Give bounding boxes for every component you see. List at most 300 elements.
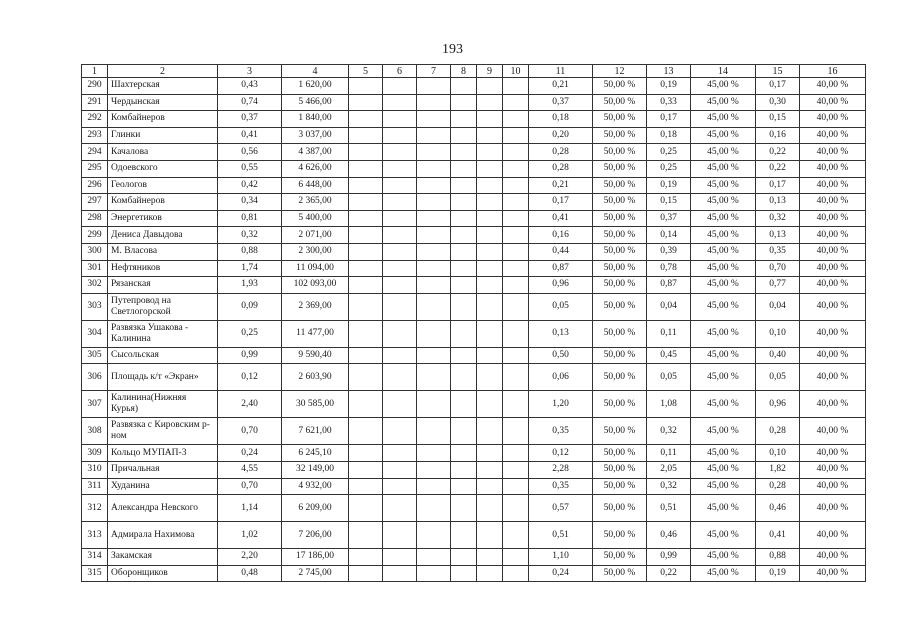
- empty-cell: [417, 364, 451, 391]
- value-col4: 5 466,00: [282, 94, 349, 111]
- row-number: 298: [82, 210, 108, 227]
- empty-cell: [477, 177, 503, 194]
- percent-col16: 40,00 %: [800, 565, 866, 582]
- value-col11: 0,35: [529, 478, 593, 495]
- percent-col16: 40,00 %: [800, 78, 866, 95]
- header-row: [82, 65, 866, 78]
- value-col4: 4 626,00: [282, 160, 349, 177]
- value-col3: 0,70: [218, 418, 282, 445]
- value-col13: 0,05: [647, 364, 691, 391]
- percent-col14: 45,00 %: [691, 111, 756, 128]
- empty-cell: [503, 227, 529, 244]
- table-row: [82, 445, 866, 462]
- empty-cell: [451, 522, 477, 549]
- value-col3: 0,43: [218, 78, 282, 95]
- value-col13: 0,46: [647, 522, 691, 549]
- empty-cell: [417, 260, 451, 277]
- row-number: 293: [82, 127, 108, 144]
- value-col15: 0,40: [756, 347, 800, 364]
- table-row: [82, 461, 866, 478]
- empty-cell: [349, 160, 383, 177]
- empty-cell: [451, 347, 477, 364]
- value-col4: 11 094,00: [282, 260, 349, 277]
- percent-col14: 45,00 %: [691, 565, 756, 582]
- empty-cell: [349, 293, 383, 320]
- percent-col12: 50,00 %: [593, 391, 647, 418]
- percent-col16: 40,00 %: [800, 461, 866, 478]
- empty-cell: [349, 127, 383, 144]
- percent-col12: 50,00 %: [593, 478, 647, 495]
- value-col3: 0,09: [218, 293, 282, 320]
- percent-col12: 50,00 %: [593, 160, 647, 177]
- percent-col14: 45,00 %: [691, 391, 756, 418]
- percent-col12: 50,00 %: [593, 364, 647, 391]
- value-col11: 0,21: [529, 78, 593, 95]
- value-col4: 9 590,40: [282, 347, 349, 364]
- column-header: 15: [756, 65, 800, 78]
- column-header: 3: [218, 65, 282, 78]
- value-col4: 2 745,00: [282, 565, 349, 582]
- value-col4: 11 477,00: [282, 320, 349, 347]
- row-number: 310: [82, 461, 108, 478]
- value-col3: 0,88: [218, 243, 282, 260]
- percent-col12: 50,00 %: [593, 445, 647, 462]
- percent-col12: 50,00 %: [593, 144, 647, 161]
- value-col4: 3 037,00: [282, 127, 349, 144]
- street-name: Развязка Ушакова - Калинина: [108, 320, 218, 347]
- table-row: [82, 293, 866, 320]
- value-col4: 2 071,00: [282, 227, 349, 244]
- percent-col16: 40,00 %: [800, 160, 866, 177]
- empty-cell: [477, 243, 503, 260]
- empty-cell: [477, 277, 503, 294]
- column-header: 5: [349, 65, 383, 78]
- percent-col12: 50,00 %: [593, 293, 647, 320]
- empty-cell: [349, 210, 383, 227]
- empty-cell: [349, 277, 383, 294]
- value-col11: 0,17: [529, 194, 593, 211]
- row-number: 313: [82, 522, 108, 549]
- street-name: Сысольская: [108, 347, 218, 364]
- empty-cell: [383, 111, 417, 128]
- percent-col14: 45,00 %: [691, 194, 756, 211]
- street-name: Глинки: [108, 127, 218, 144]
- table-row: [82, 177, 866, 194]
- empty-cell: [383, 78, 417, 95]
- table-row: [82, 565, 866, 582]
- empty-cell: [417, 461, 451, 478]
- row-number: 315: [82, 565, 108, 582]
- street-name: Кольцо МУПАП-3: [108, 445, 218, 462]
- empty-cell: [451, 160, 477, 177]
- value-col11: 1,10: [529, 549, 593, 566]
- value-col11: 0,16: [529, 227, 593, 244]
- empty-cell: [383, 347, 417, 364]
- street-name: Комбайнеров: [108, 194, 218, 211]
- value-col15: 0,22: [756, 144, 800, 161]
- value-col3: 0,70: [218, 478, 282, 495]
- column-header: 9: [477, 65, 503, 78]
- value-col11: 0,13: [529, 320, 593, 347]
- empty-cell: [383, 461, 417, 478]
- percent-col12: 50,00 %: [593, 243, 647, 260]
- value-col4: 7 621,00: [282, 418, 349, 445]
- value-col13: 0,18: [647, 127, 691, 144]
- empty-cell: [417, 94, 451, 111]
- empty-cell: [349, 418, 383, 445]
- empty-cell: [383, 391, 417, 418]
- percent-col14: 45,00 %: [691, 522, 756, 549]
- percent-col14: 45,00 %: [691, 144, 756, 161]
- empty-cell: [417, 347, 451, 364]
- percent-col16: 40,00 %: [800, 347, 866, 364]
- empty-cell: [349, 320, 383, 347]
- value-col4: 4 932,00: [282, 478, 349, 495]
- value-col3: 0,25: [218, 320, 282, 347]
- table-row: [82, 522, 866, 549]
- empty-cell: [349, 549, 383, 566]
- value-col4: 2 300,00: [282, 243, 349, 260]
- empty-cell: [477, 320, 503, 347]
- value-col4: 1 620,00: [282, 78, 349, 95]
- row-number: 312: [82, 495, 108, 522]
- value-col15: 0,35: [756, 243, 800, 260]
- empty-cell: [417, 194, 451, 211]
- street-name: Оборонщиков: [108, 565, 218, 582]
- percent-col16: 40,00 %: [800, 478, 866, 495]
- row-number: 290: [82, 78, 108, 95]
- percent-col14: 45,00 %: [691, 260, 756, 277]
- table-row: [82, 78, 866, 95]
- empty-cell: [349, 478, 383, 495]
- empty-cell: [417, 160, 451, 177]
- percent-col12: 50,00 %: [593, 549, 647, 566]
- data-table: [81, 64, 866, 582]
- value-col4: 2 369,00: [282, 293, 349, 320]
- percent-col14: 45,00 %: [691, 243, 756, 260]
- value-col3: 2,20: [218, 549, 282, 566]
- empty-cell: [477, 78, 503, 95]
- value-col4: 2 603,90: [282, 364, 349, 391]
- value-col4: 32 149,00: [282, 461, 349, 478]
- empty-cell: [417, 243, 451, 260]
- empty-cell: [477, 549, 503, 566]
- empty-cell: [477, 565, 503, 582]
- value-col4: 17 186,00: [282, 549, 349, 566]
- empty-cell: [477, 160, 503, 177]
- value-col15: 0,16: [756, 127, 800, 144]
- value-col11: 0,20: [529, 127, 593, 144]
- table-row: [82, 347, 866, 364]
- column-header: 10: [503, 65, 529, 78]
- column-header: 1: [82, 65, 108, 78]
- empty-cell: [349, 347, 383, 364]
- value-col13: 0,19: [647, 177, 691, 194]
- value-col13: 0,32: [647, 418, 691, 445]
- empty-cell: [503, 522, 529, 549]
- percent-col16: 40,00 %: [800, 549, 866, 566]
- empty-cell: [477, 461, 503, 478]
- percent-col14: 45,00 %: [691, 418, 756, 445]
- empty-cell: [383, 127, 417, 144]
- empty-cell: [451, 78, 477, 95]
- empty-cell: [503, 160, 529, 177]
- empty-cell: [417, 277, 451, 294]
- percent-col16: 40,00 %: [800, 194, 866, 211]
- value-col15: 0,46: [756, 495, 800, 522]
- row-number: 307: [82, 391, 108, 418]
- empty-cell: [383, 320, 417, 347]
- empty-cell: [383, 144, 417, 161]
- value-col13: 0,51: [647, 495, 691, 522]
- table-row: [82, 227, 866, 244]
- percent-col12: 50,00 %: [593, 522, 647, 549]
- percent-col16: 40,00 %: [800, 144, 866, 161]
- table-row: [82, 210, 866, 227]
- value-col15: 0,15: [756, 111, 800, 128]
- empty-cell: [417, 210, 451, 227]
- value-col11: 0,96: [529, 277, 593, 294]
- value-col15: 0,96: [756, 391, 800, 418]
- empty-cell: [451, 549, 477, 566]
- empty-cell: [503, 177, 529, 194]
- empty-cell: [503, 111, 529, 128]
- percent-col12: 50,00 %: [593, 495, 647, 522]
- empty-cell: [417, 144, 451, 161]
- empty-cell: [417, 293, 451, 320]
- value-col15: 0,05: [756, 364, 800, 391]
- empty-cell: [503, 549, 529, 566]
- percent-col16: 40,00 %: [800, 391, 866, 418]
- empty-cell: [417, 177, 451, 194]
- percent-col14: 45,00 %: [691, 347, 756, 364]
- empty-cell: [383, 445, 417, 462]
- row-number: 297: [82, 194, 108, 211]
- percent-col14: 45,00 %: [691, 293, 756, 320]
- empty-cell: [503, 293, 529, 320]
- empty-cell: [503, 277, 529, 294]
- value-col15: 0,04: [756, 293, 800, 320]
- street-name: Геологов: [108, 177, 218, 194]
- empty-cell: [349, 364, 383, 391]
- percent-col12: 50,00 %: [593, 260, 647, 277]
- percent-col12: 50,00 %: [593, 127, 647, 144]
- percent-col12: 50,00 %: [593, 565, 647, 582]
- empty-cell: [451, 127, 477, 144]
- empty-cell: [503, 210, 529, 227]
- value-col4: 6 448,00: [282, 177, 349, 194]
- empty-cell: [417, 227, 451, 244]
- empty-cell: [349, 111, 383, 128]
- percent-col12: 50,00 %: [593, 210, 647, 227]
- empty-cell: [451, 260, 477, 277]
- value-col4: 30 585,00: [282, 391, 349, 418]
- street-name: Нефтяников: [108, 260, 218, 277]
- empty-cell: [349, 243, 383, 260]
- row-number: 292: [82, 111, 108, 128]
- empty-cell: [503, 320, 529, 347]
- empty-cell: [383, 243, 417, 260]
- empty-cell: [451, 495, 477, 522]
- row-number: 301: [82, 260, 108, 277]
- value-col3: 0,41: [218, 127, 282, 144]
- empty-cell: [503, 461, 529, 478]
- empty-cell: [503, 418, 529, 445]
- empty-cell: [477, 210, 503, 227]
- empty-cell: [417, 445, 451, 462]
- percent-col16: 40,00 %: [800, 227, 866, 244]
- empty-cell: [417, 127, 451, 144]
- percent-col14: 45,00 %: [691, 177, 756, 194]
- empty-cell: [477, 364, 503, 391]
- empty-cell: [417, 549, 451, 566]
- row-number: 294: [82, 144, 108, 161]
- empty-cell: [383, 227, 417, 244]
- percent-col14: 45,00 %: [691, 127, 756, 144]
- column-header: 8: [451, 65, 477, 78]
- row-number: 305: [82, 347, 108, 364]
- empty-cell: [349, 144, 383, 161]
- percent-col14: 45,00 %: [691, 364, 756, 391]
- table-row: [82, 260, 866, 277]
- row-number: 304: [82, 320, 108, 347]
- column-header: 2: [108, 65, 218, 78]
- value-col11: 1,20: [529, 391, 593, 418]
- percent-col16: 40,00 %: [800, 277, 866, 294]
- empty-cell: [451, 144, 477, 161]
- value-col3: 1,02: [218, 522, 282, 549]
- value-col11: 0,28: [529, 160, 593, 177]
- value-col15: 0,19: [756, 565, 800, 582]
- empty-cell: [477, 445, 503, 462]
- value-col3: 0,12: [218, 364, 282, 391]
- value-col13: 0,19: [647, 78, 691, 95]
- empty-cell: [383, 495, 417, 522]
- row-number: 291: [82, 94, 108, 111]
- percent-col16: 40,00 %: [800, 320, 866, 347]
- empty-cell: [503, 260, 529, 277]
- empty-cell: [477, 522, 503, 549]
- percent-col14: 45,00 %: [691, 445, 756, 462]
- value-col13: 0,14: [647, 227, 691, 244]
- value-col11: 0,24: [529, 565, 593, 582]
- table-row: [82, 127, 866, 144]
- value-col11: 0,87: [529, 260, 593, 277]
- percent-col12: 50,00 %: [593, 94, 647, 111]
- empty-cell: [349, 565, 383, 582]
- percent-col16: 40,00 %: [800, 243, 866, 260]
- empty-cell: [383, 522, 417, 549]
- empty-cell: [503, 347, 529, 364]
- empty-cell: [349, 194, 383, 211]
- value-col4: 7 206,00: [282, 522, 349, 549]
- percent-col14: 45,00 %: [691, 461, 756, 478]
- street-name: Александра Невского: [108, 495, 218, 522]
- value-col11: 0,57: [529, 495, 593, 522]
- percent-col14: 45,00 %: [691, 495, 756, 522]
- empty-cell: [451, 243, 477, 260]
- percent-col16: 40,00 %: [800, 177, 866, 194]
- empty-cell: [417, 391, 451, 418]
- percent-col12: 50,00 %: [593, 111, 647, 128]
- empty-cell: [383, 364, 417, 391]
- empty-cell: [503, 78, 529, 95]
- percent-col16: 40,00 %: [800, 495, 866, 522]
- empty-cell: [383, 160, 417, 177]
- value-col3: 4,55: [218, 461, 282, 478]
- empty-cell: [477, 418, 503, 445]
- value-col13: 0,99: [647, 549, 691, 566]
- value-col15: 1,82: [756, 461, 800, 478]
- value-col13: 0,04: [647, 293, 691, 320]
- empty-cell: [503, 391, 529, 418]
- empty-cell: [451, 565, 477, 582]
- value-col3: 2,40: [218, 391, 282, 418]
- value-col15: 0,17: [756, 78, 800, 95]
- empty-cell: [503, 94, 529, 111]
- empty-cell: [503, 243, 529, 260]
- table-row: [82, 549, 866, 566]
- percent-col16: 40,00 %: [800, 364, 866, 391]
- empty-cell: [477, 111, 503, 128]
- empty-cell: [503, 445, 529, 462]
- empty-cell: [417, 478, 451, 495]
- empty-cell: [349, 461, 383, 478]
- percent-col16: 40,00 %: [800, 445, 866, 462]
- empty-cell: [451, 461, 477, 478]
- street-name: Адмирала Нахимова: [108, 522, 218, 549]
- empty-cell: [477, 127, 503, 144]
- empty-cell: [451, 111, 477, 128]
- row-number: 309: [82, 445, 108, 462]
- value-col4: 2 365,00: [282, 194, 349, 211]
- empty-cell: [503, 364, 529, 391]
- table-row: [82, 94, 866, 111]
- column-header: 7: [417, 65, 451, 78]
- percent-col14: 45,00 %: [691, 277, 756, 294]
- row-number: 308: [82, 418, 108, 445]
- value-col15: 0,22: [756, 160, 800, 177]
- table-row: [82, 111, 866, 128]
- street-name: Закамская: [108, 549, 218, 566]
- empty-cell: [451, 320, 477, 347]
- value-col15: 0,70: [756, 260, 800, 277]
- empty-cell: [477, 347, 503, 364]
- row-number: 311: [82, 478, 108, 495]
- value-col13: 0,22: [647, 565, 691, 582]
- empty-cell: [477, 478, 503, 495]
- table-row: [82, 391, 866, 418]
- value-col13: 0,25: [647, 144, 691, 161]
- empty-cell: [451, 391, 477, 418]
- column-header: 11: [529, 65, 593, 78]
- value-col15: 0,41: [756, 522, 800, 549]
- row-number: 296: [82, 177, 108, 194]
- table-row: [82, 478, 866, 495]
- value-col15: 0,28: [756, 478, 800, 495]
- value-col13: 0,11: [647, 445, 691, 462]
- value-col4: 6 209,00: [282, 495, 349, 522]
- column-header: 14: [691, 65, 756, 78]
- street-name: Дениса Давыдова: [108, 227, 218, 244]
- value-col11: 0,05: [529, 293, 593, 320]
- empty-cell: [451, 293, 477, 320]
- empty-cell: [477, 144, 503, 161]
- empty-cell: [383, 260, 417, 277]
- value-col3: 1,93: [218, 277, 282, 294]
- percent-col12: 50,00 %: [593, 277, 647, 294]
- value-col11: 0,28: [529, 144, 593, 161]
